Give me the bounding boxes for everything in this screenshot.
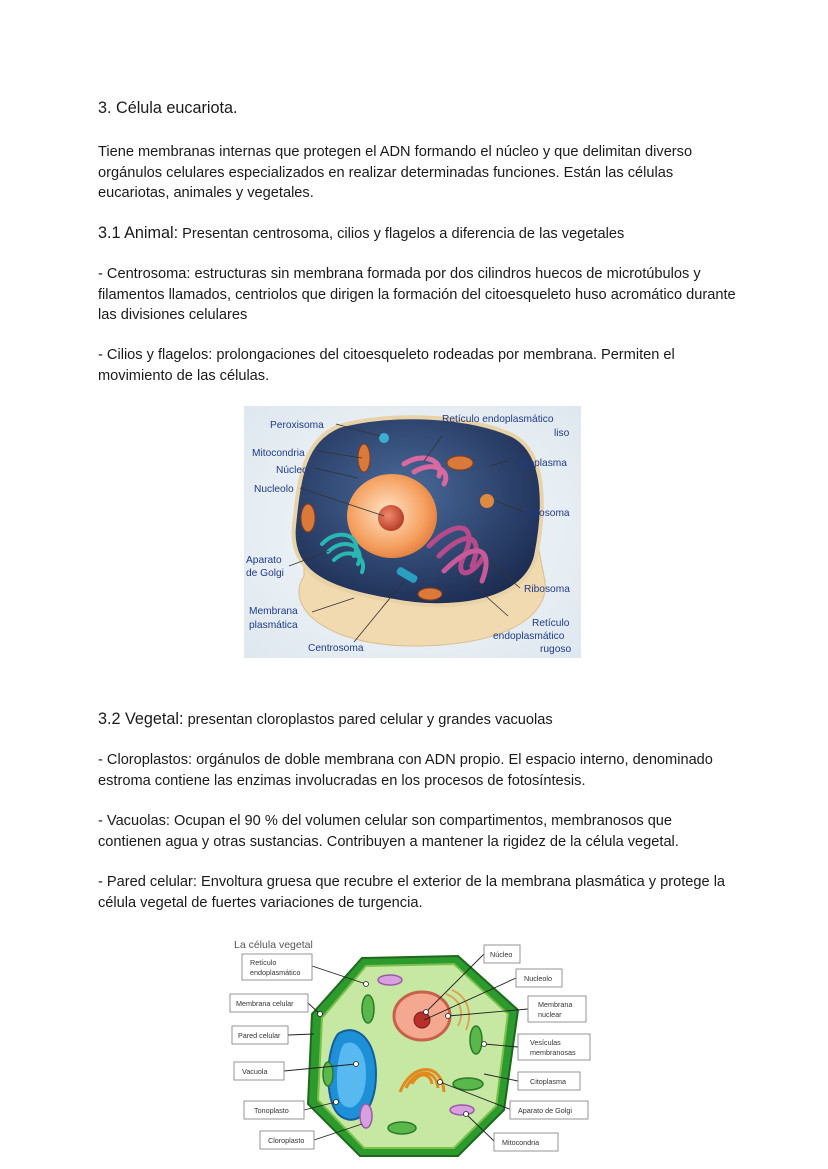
animal-cell-figure bbox=[244, 406, 581, 658]
plant-label-membrana-nuclear-1: Membrana bbox=[538, 1000, 573, 1009]
animal-label-nucleo: Núcleo bbox=[276, 465, 308, 476]
animal-label-lisosoma: Lisosoma bbox=[526, 508, 570, 519]
plant-label-vacuola: Vacuola bbox=[242, 1067, 268, 1076]
plant-label-nucleo: Núcleo bbox=[490, 950, 513, 959]
animal-label-peroxisoma: Peroxisoma bbox=[270, 420, 324, 431]
section-title: 3. Célula eucariota. bbox=[98, 99, 238, 117]
animal-label-reticulo-liso-1: Retículo endoplasmático bbox=[442, 414, 554, 425]
cloroplastos-paragraph: - Cloroplastos: orgánulos de doble membrana con ADN propio. El espacio interno, denominado estroma contiene las enzimas involucradas en los procesos de fotosíntesis. bbox=[98, 752, 713, 789]
animal-label-reticulo-liso-2: liso bbox=[554, 428, 570, 439]
plant-label-membrana-nuclear-2: nuclear bbox=[538, 1010, 562, 1019]
plant-label-golgi: Aparato de Golgi bbox=[518, 1106, 572, 1115]
plant-label-tonoplasto: Tonoplasto bbox=[254, 1106, 289, 1115]
animal-heading bbox=[98, 223, 738, 245]
animal-label-centrosoma: Centrosoma bbox=[308, 643, 364, 654]
cilios-paragraph: - Cilios y flagelos: prolongaciones del citoesqueleto rodeadas por membrana. Permiten el movimiento de las células. bbox=[98, 347, 675, 384]
animal-label-ribosoma: Ribosoma bbox=[524, 584, 570, 595]
plant-figure-title: La célula vegetal bbox=[234, 939, 313, 951]
plant-label-cloroplasto: Cloroplasto bbox=[268, 1136, 305, 1145]
animal-label-golgi-2: de Golgi bbox=[246, 568, 284, 579]
plant-label-vesiculas-2: membranosas bbox=[530, 1048, 576, 1057]
animal-heading-label: 3.1 Animal: bbox=[98, 224, 179, 242]
vacuolas-paragraph: - Vacuolas: Ocupan el 90 % del volumen celular son compartimentos, membranosos que contienen agua y otras sustancias. Contribuyen a mantener la rigidez de la célula vegetal. bbox=[98, 813, 679, 850]
plant-label-mitocondria: Mitocondria bbox=[502, 1138, 540, 1147]
vegetal-heading-label: 3.2 Vegetal: bbox=[98, 710, 184, 728]
plant-label-vesiculas-1: Vesículas bbox=[530, 1038, 561, 1047]
centrosoma-paragraph: - Centrosoma: estructuras sin membrana formada por dos cilindros huecos de microtúbulos y filamentos llamados, centriolos que dirigen la formación del citoesqueleto huso acromático durante las divisiones celulares bbox=[98, 266, 736, 323]
pared-paragraph: - Pared celular: Envoltura gruesa que recubre el exterior de la membrana plasmática y protege la célula vegetal de fuertes variaciones de turgencia. bbox=[98, 874, 726, 911]
plant-cell-figure bbox=[226, 934, 592, 1162]
plant-label-pared-celular: Pared celular bbox=[238, 1031, 281, 1040]
vegetal-heading-text: presentan cloroplastos pared celular y grandes vacuolas bbox=[183, 712, 553, 728]
animal-label-citoplasma: Citoplasma bbox=[516, 458, 567, 469]
animal-heading-text: Presentan centrosoma, cilios y flagelos a diferencia de las vegetales bbox=[178, 226, 625, 242]
plant-label-reticulo-2: endoplasmático bbox=[250, 968, 301, 977]
plant-label-reticulo-1: Retículo bbox=[250, 958, 277, 967]
plant-label-citoplasma: Citoplasma bbox=[530, 1077, 566, 1086]
animal-label-mitocondria: Mitocondria bbox=[252, 448, 305, 459]
plant-label-membrana-celular: Membrana celular bbox=[236, 999, 294, 1008]
animal-label-rugoso-3: rugoso bbox=[540, 644, 572, 655]
animal-label-rugoso-2: endoplasmático bbox=[493, 631, 565, 642]
intro-paragraph: Tiene membranas internas que protegen el ADN formando el núcleo y que delimitan diverso orgánulos celulares especializados en realizar determinadas funciones. Están las células eucariotas, animales y vegetales. bbox=[98, 144, 693, 201]
plant-label-nucleolo: Nucleolo bbox=[524, 974, 552, 983]
animal-label-golgi-1: Aparato bbox=[246, 555, 282, 566]
vegetal-heading bbox=[98, 709, 738, 731]
animal-label-rugoso-1: Retículo bbox=[532, 618, 570, 629]
animal-label-membrana-1: Membrana bbox=[249, 606, 298, 617]
animal-label-membrana-2: plasmática bbox=[249, 620, 298, 631]
animal-label-nucleolo: Nucleolo bbox=[254, 484, 294, 495]
